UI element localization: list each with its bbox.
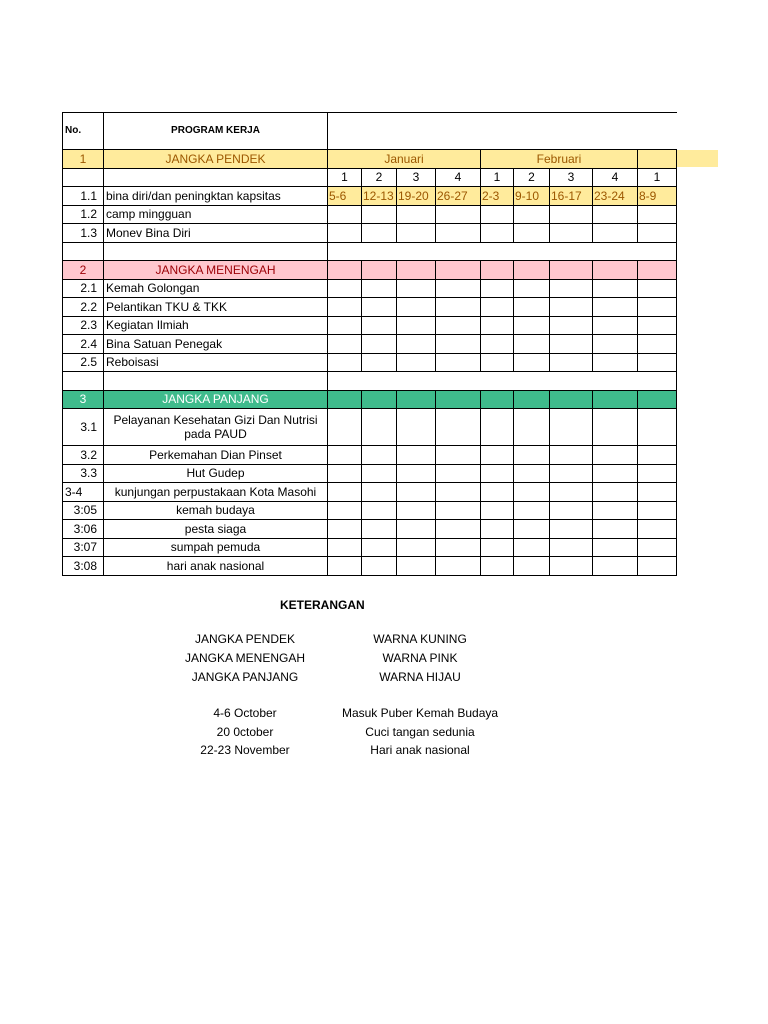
table-row <box>63 279 677 298</box>
item-name[interactable]: Kemah Golongan <box>104 279 328 298</box>
date-cell[interactable]: 23-24 <box>593 187 638 206</box>
cell[interactable] <box>550 483 593 502</box>
cell[interactable] <box>638 557 677 576</box>
cell[interactable] <box>436 501 481 520</box>
date-cell[interactable]: 16-17 <box>550 187 593 206</box>
section-title[interactable]: JANGKA MENENGAH <box>104 261 328 280</box>
item-number[interactable]: 1.2 <box>63 205 104 224</box>
item-number[interactable]: 2.5 <box>63 353 104 372</box>
cell[interactable] <box>514 538 550 557</box>
item-number[interactable]: 3.2 <box>63 446 104 465</box>
item-number[interactable]: 1.3 <box>63 224 104 243</box>
cell[interactable] <box>550 224 593 243</box>
legend-color-value: WARNA PINK <box>382 651 458 665</box>
cell[interactable] <box>550 298 593 317</box>
cell[interactable] <box>328 557 362 576</box>
cell[interactable] <box>593 446 638 465</box>
week-label[interactable]: 2 <box>514 168 550 187</box>
month-label[interactable]: Februari <box>481 150 638 169</box>
cell[interactable] <box>514 205 550 224</box>
cell[interactable] <box>514 353 550 372</box>
cell[interactable] <box>593 224 638 243</box>
date-cell[interactable]: 26-27 <box>436 187 481 206</box>
cell[interactable] <box>638 446 677 465</box>
item-name[interactable]: kunjungan perpustakaan Kota Masohi <box>104 483 328 502</box>
cell[interactable] <box>436 279 481 298</box>
cell[interactable] <box>593 464 638 483</box>
cell[interactable] <box>362 483 397 502</box>
cell[interactable] <box>638 316 677 335</box>
date-cell[interactable]: 9-10 <box>514 187 550 206</box>
cell[interactable] <box>638 390 677 409</box>
week-label[interactable]: 1 <box>328 168 362 187</box>
item-number[interactable]: 2.1 <box>63 279 104 298</box>
cell[interactable] <box>362 390 397 409</box>
cell[interactable] <box>397 353 436 372</box>
section-title[interactable]: JANGKA PENDEK <box>104 150 328 169</box>
section-number[interactable]: 3 <box>63 390 104 409</box>
cell[interactable] <box>397 446 436 465</box>
cell[interactable] <box>328 464 362 483</box>
cell[interactable] <box>397 316 436 335</box>
cell[interactable] <box>481 316 514 335</box>
cell[interactable] <box>328 316 362 335</box>
cell[interactable] <box>436 557 481 576</box>
cell[interactable] <box>328 390 362 409</box>
cell[interactable] <box>328 261 362 280</box>
cell[interactable] <box>481 446 514 465</box>
legend-term: JANGKA PENDEK <box>194 632 296 646</box>
item-number[interactable]: 3:06 <box>63 520 104 539</box>
cell[interactable] <box>593 205 638 224</box>
cell[interactable] <box>638 205 677 224</box>
cell[interactable] <box>397 261 436 280</box>
week-label[interactable]: 3 <box>550 168 593 187</box>
cell[interactable] <box>514 557 550 576</box>
cell[interactable] <box>436 298 481 317</box>
cell[interactable] <box>638 464 677 483</box>
cell[interactable] <box>397 557 436 576</box>
cell[interactable] <box>63 372 104 391</box>
cell[interactable] <box>481 557 514 576</box>
cell[interactable] <box>328 205 362 224</box>
cell[interactable] <box>362 205 397 224</box>
item-name[interactable]: Monev Bina Diri <box>104 224 328 243</box>
cell[interactable] <box>328 409 362 446</box>
cell[interactable] <box>436 261 481 280</box>
section-number[interactable]: 1 <box>63 150 104 169</box>
item-name[interactable]: Bina Satuan Penegak <box>104 335 328 354</box>
cell[interactable] <box>481 390 514 409</box>
table-row <box>63 335 677 354</box>
program-table <box>62 112 677 576</box>
cell[interactable] <box>638 298 677 317</box>
cell[interactable] <box>328 279 362 298</box>
cell[interactable] <box>328 224 362 243</box>
week-label[interactable]: 4 <box>593 168 638 187</box>
cell[interactable] <box>362 316 397 335</box>
cell[interactable] <box>550 520 593 539</box>
week-row <box>63 168 677 187</box>
cell[interactable] <box>362 520 397 539</box>
legend-term: JANGKA MENENGAH <box>184 651 306 665</box>
cell[interactable] <box>593 409 638 446</box>
cell[interactable] <box>362 224 397 243</box>
table-row <box>63 316 677 335</box>
cell[interactable] <box>481 501 514 520</box>
cell[interactable] <box>481 483 514 502</box>
cell[interactable] <box>550 205 593 224</box>
cell[interactable] <box>328 335 362 354</box>
cell[interactable] <box>593 335 638 354</box>
cell[interactable] <box>638 279 677 298</box>
header-timeline[interactable] <box>328 113 677 150</box>
cell[interactable] <box>638 335 677 354</box>
item-name[interactable]: Kegiatan Ilmiah <box>104 316 328 335</box>
cell[interactable] <box>514 520 550 539</box>
date-cell[interactable]: 19-20 <box>397 187 436 206</box>
cell[interactable] <box>362 335 397 354</box>
cell[interactable] <box>104 168 328 187</box>
cell[interactable] <box>436 464 481 483</box>
cell[interactable] <box>362 446 397 465</box>
week-label[interactable]: 2 <box>362 168 397 187</box>
cell[interactable] <box>362 557 397 576</box>
date-cell[interactable]: 5-6 <box>328 187 362 206</box>
cell[interactable] <box>593 279 638 298</box>
table-row <box>63 187 677 206</box>
cell[interactable] <box>481 409 514 446</box>
table-row <box>63 464 677 483</box>
cell[interactable] <box>638 353 677 372</box>
cell[interactable] <box>397 298 436 317</box>
cell[interactable] <box>436 409 481 446</box>
cell[interactable] <box>638 501 677 520</box>
cell[interactable] <box>593 501 638 520</box>
cell[interactable] <box>514 409 550 446</box>
cell[interactable] <box>397 483 436 502</box>
date-cell[interactable]: 8-9 <box>638 187 677 206</box>
cell[interactable] <box>550 279 593 298</box>
cell[interactable] <box>593 538 638 557</box>
cell[interactable] <box>514 224 550 243</box>
header-no[interactable]: No. <box>63 113 104 150</box>
cell[interactable] <box>593 557 638 576</box>
cell[interactable] <box>397 279 436 298</box>
cell[interactable] <box>550 557 593 576</box>
cell[interactable] <box>397 464 436 483</box>
cell[interactable] <box>638 538 677 557</box>
table-row <box>63 353 677 372</box>
item-number[interactable]: 3.3 <box>63 464 104 483</box>
cell[interactable] <box>593 261 638 280</box>
cell[interactable] <box>481 353 514 372</box>
section-row-long <box>63 390 677 409</box>
cell[interactable] <box>593 316 638 335</box>
item-number[interactable]: 2.2 <box>63 298 104 317</box>
cell[interactable] <box>550 501 593 520</box>
cell[interactable] <box>514 483 550 502</box>
cell[interactable] <box>328 298 362 317</box>
cell[interactable] <box>481 224 514 243</box>
cell[interactable] <box>550 353 593 372</box>
event-description: Masuk Puber Kemah Budaya <box>341 706 499 720</box>
cell[interactable] <box>638 150 677 169</box>
cell[interactable] <box>481 335 514 354</box>
cell[interactable] <box>397 538 436 557</box>
cell[interactable] <box>638 520 677 539</box>
cell[interactable] <box>397 224 436 243</box>
spacer-row <box>63 372 677 391</box>
section-row-medium <box>63 261 677 280</box>
item-number[interactable]: 3:05 <box>63 501 104 520</box>
item-name[interactable]: Hut Gudep <box>104 464 328 483</box>
cell[interactable] <box>362 279 397 298</box>
cell[interactable] <box>481 261 514 280</box>
cell[interactable] <box>481 205 514 224</box>
cell[interactable] <box>436 483 481 502</box>
cell[interactable] <box>328 242 677 261</box>
cell[interactable] <box>550 316 593 335</box>
cell[interactable] <box>362 538 397 557</box>
cell[interactable] <box>328 483 362 502</box>
cell[interactable] <box>328 446 362 465</box>
week-label[interactable]: 3 <box>397 168 436 187</box>
cell[interactable] <box>362 353 397 372</box>
event-date: 22-23 November <box>200 743 290 757</box>
table-row <box>63 409 677 446</box>
cell[interactable] <box>436 335 481 354</box>
item-name[interactable]: camp mingguan <box>104 205 328 224</box>
cell[interactable] <box>593 390 638 409</box>
table-row <box>63 298 677 317</box>
yellow-overflow-fill <box>676 150 718 167</box>
table-row <box>63 538 677 557</box>
spacer-row <box>63 242 677 261</box>
item-name[interactable]: kemah budaya <box>104 501 328 520</box>
week-label[interactable]: 4 <box>436 168 481 187</box>
cell[interactable] <box>481 538 514 557</box>
cell[interactable] <box>397 205 436 224</box>
table-row <box>63 446 677 465</box>
cell[interactable] <box>550 335 593 354</box>
legend-color-value: WARNA HIJAU <box>379 670 461 684</box>
cell[interactable] <box>436 520 481 539</box>
section-number[interactable]: 2 <box>63 261 104 280</box>
item-number[interactable]: 2.4 <box>63 335 104 354</box>
cell[interactable] <box>514 335 550 354</box>
cell[interactable] <box>63 242 104 261</box>
cell[interactable] <box>436 224 481 243</box>
table-row <box>63 501 677 520</box>
cell[interactable] <box>550 464 593 483</box>
item-name[interactable]: hari anak nasional <box>104 557 328 576</box>
cell[interactable] <box>514 446 550 465</box>
cell[interactable] <box>436 538 481 557</box>
cell[interactable] <box>104 242 328 261</box>
cell[interactable] <box>593 353 638 372</box>
event-date: 4-6 October <box>213 706 277 720</box>
item-number[interactable]: 3-4 <box>63 483 104 502</box>
cell[interactable] <box>593 483 638 502</box>
month-label[interactable]: Januari <box>328 150 481 169</box>
cell[interactable] <box>481 298 514 317</box>
cell[interactable] <box>397 501 436 520</box>
cell[interactable] <box>481 279 514 298</box>
cell[interactable] <box>397 390 436 409</box>
date-cell[interactable]: 2-3 <box>481 187 514 206</box>
table-row <box>63 557 677 576</box>
cell[interactable] <box>328 538 362 557</box>
table-row <box>63 224 677 243</box>
cell[interactable] <box>638 409 677 446</box>
legend-color-value: WARNA KUNING <box>373 632 467 646</box>
cell[interactable] <box>638 483 677 502</box>
event-description: Cuci tangan sedunia <box>365 725 475 739</box>
cell[interactable] <box>362 501 397 520</box>
table-row <box>63 483 677 502</box>
week-label[interactable]: 1 <box>481 168 514 187</box>
item-number[interactable]: 3:07 <box>63 538 104 557</box>
legend-term: JANGKA PANJANG <box>191 670 299 684</box>
item-number[interactable]: 2.3 <box>63 316 104 335</box>
cell[interactable] <box>514 279 550 298</box>
item-number[interactable]: 3.1 <box>63 409 104 446</box>
cell[interactable] <box>514 501 550 520</box>
cell[interactable] <box>328 501 362 520</box>
item-name[interactable]: pesta siaga <box>104 520 328 539</box>
cell[interactable] <box>328 520 362 539</box>
cell[interactable] <box>362 464 397 483</box>
cell[interactable] <box>550 409 593 446</box>
section-row-short <box>63 150 677 169</box>
item-number[interactable]: 3:08 <box>63 557 104 576</box>
cell[interactable] <box>550 261 593 280</box>
legend-title: KETERANGAN <box>280 598 365 612</box>
cell[interactable] <box>481 520 514 539</box>
cell[interactable] <box>514 298 550 317</box>
cell[interactable] <box>514 316 550 335</box>
cell[interactable] <box>481 464 514 483</box>
table-row <box>63 520 677 539</box>
item-name[interactable]: bina diri/dan peningktan kapsitas <box>104 187 328 206</box>
cell[interactable] <box>397 335 436 354</box>
cell[interactable] <box>638 224 677 243</box>
cell[interactable] <box>436 353 481 372</box>
cell[interactable] <box>550 538 593 557</box>
header-row <box>63 113 677 150</box>
cell[interactable] <box>638 261 677 280</box>
item-name[interactable]: Reboisasi <box>104 353 328 372</box>
cell[interactable] <box>362 261 397 280</box>
item-name[interactable]: Perkemahan Dian Pinset <box>104 446 328 465</box>
cell[interactable] <box>514 464 550 483</box>
cell[interactable] <box>436 205 481 224</box>
cell[interactable] <box>63 168 104 187</box>
event-description: Hari anak nasional <box>370 743 470 757</box>
cell[interactable] <box>397 520 436 539</box>
section-title[interactable]: JANGKA PANJANG <box>104 390 328 409</box>
item-name[interactable]: sumpah pemuda <box>104 538 328 557</box>
table-row <box>63 205 677 224</box>
date-cell[interactable]: 12-13 <box>362 187 397 206</box>
cell[interactable] <box>514 261 550 280</box>
item-name[interactable]: Pelayanan Kesehatan Gizi Dan Nutrisi pada PAUD <box>104 409 328 446</box>
header-program[interactable]: PROGRAM KERJA <box>104 113 328 150</box>
cell[interactable] <box>362 409 397 446</box>
cell[interactable] <box>328 372 677 391</box>
cell[interactable] <box>397 409 436 446</box>
cell[interactable] <box>362 298 397 317</box>
week-label[interactable]: 1 <box>638 168 677 187</box>
cell[interactable] <box>514 390 550 409</box>
cell[interactable] <box>593 298 638 317</box>
cell[interactable] <box>328 353 362 372</box>
cell[interactable] <box>436 446 481 465</box>
cell[interactable] <box>436 316 481 335</box>
cell[interactable] <box>593 520 638 539</box>
cell[interactable] <box>436 390 481 409</box>
cell[interactable] <box>550 446 593 465</box>
item-name[interactable]: Pelantikan TKU & TKK <box>104 298 328 317</box>
cell[interactable] <box>104 372 328 391</box>
item-number[interactable]: 1.1 <box>63 187 104 206</box>
event-date: 20 0ctober <box>216 725 274 739</box>
cell[interactable] <box>550 390 593 409</box>
